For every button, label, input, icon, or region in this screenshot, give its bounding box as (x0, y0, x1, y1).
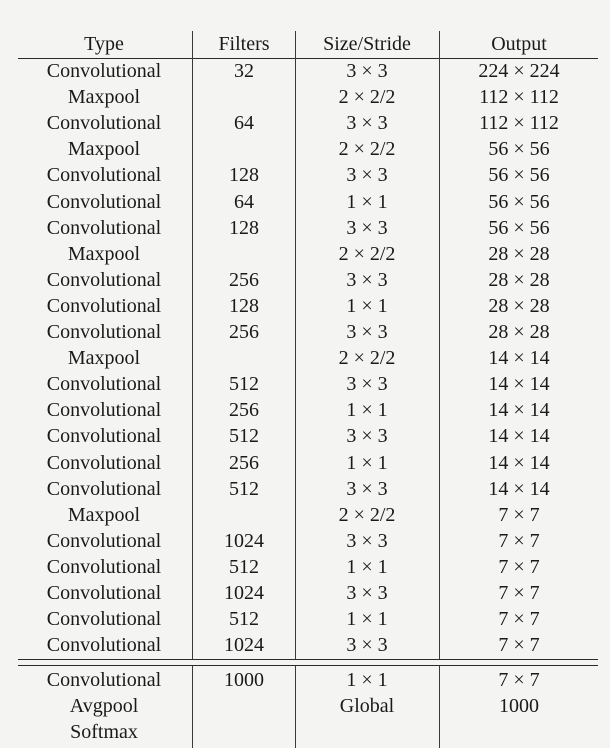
cell-type: Convolutional (46, 634, 162, 657)
cell-output: 28 × 28 (488, 268, 550, 291)
cell-type: Convolutional (46, 216, 162, 239)
cell-size-stride: 3 × 3 (346, 268, 388, 291)
cell-size-stride: 1 × 1 (346, 190, 388, 213)
table-row (0, 554, 610, 580)
cell-filters: 128 (229, 216, 259, 239)
header-filters: Filters (218, 33, 270, 55)
cell-filters: 1024 (224, 582, 264, 604)
table-row (0, 319, 610, 345)
table-row (0, 528, 610, 554)
table-row (0, 606, 610, 632)
cell-output: 14 × 14 (488, 373, 550, 396)
table-row (0, 580, 610, 606)
cell-filters: 512 (229, 555, 259, 578)
cell-output: 7 × 7 (498, 669, 540, 691)
cell-filters (193, 719, 295, 745)
cell-type: Convolutional (46, 321, 162, 343)
cell-size-stride: 3 × 3 (346, 60, 388, 82)
table-row (0, 502, 610, 528)
header-row (0, 31, 610, 57)
column-divider (295, 31, 296, 659)
cell-output: 112 × 112 (479, 86, 559, 109)
column-divider (192, 31, 193, 659)
cell-size-stride: 1 × 1 (346, 294, 388, 317)
table-row (0, 632, 610, 658)
cell-filters: 128 (229, 164, 259, 187)
cell-type: Convolutional (46, 529, 162, 552)
cell-filters (193, 136, 295, 162)
cell-size-stride: 3 × 3 (346, 529, 388, 552)
column-divider (295, 666, 296, 748)
table-row (0, 423, 610, 449)
cell-output: 56 × 56 (488, 164, 550, 187)
table-row (0, 110, 610, 136)
section-rule-top (18, 659, 598, 660)
table-row (0, 719, 610, 745)
cell-type: Convolutional (46, 294, 162, 317)
cell-type: Convolutional (46, 451, 162, 474)
cell-size-stride: 3 × 3 (346, 477, 388, 500)
cell-type: Avgpool (69, 695, 139, 717)
table-row (0, 241, 610, 267)
cell-type: Maxpool (67, 138, 141, 161)
cell-size-stride: 1 × 1 (346, 555, 388, 578)
cell-filters (193, 84, 295, 110)
cell-filters: 32 (234, 60, 254, 82)
cell-size-stride: 1 × 1 (346, 399, 388, 422)
cell-size-stride: 1 × 1 (346, 669, 388, 691)
cell-type: Convolutional (46, 60, 162, 82)
cell-type: Maxpool (67, 347, 141, 370)
cell-type: Softmax (70, 721, 138, 743)
cell-type: Convolutional (46, 268, 162, 291)
cell-type: Convolutional (46, 112, 162, 135)
cell-output: 28 × 28 (488, 242, 550, 265)
table-row (0, 58, 610, 84)
cell-type: Maxpool (67, 86, 141, 109)
table-row (0, 162, 610, 188)
table-row (0, 267, 610, 293)
cell-output: 56 × 56 (488, 216, 550, 239)
cell-filters (193, 241, 295, 267)
cell-size-stride: 3 × 3 (346, 373, 388, 396)
cell-output: 14 × 14 (488, 425, 550, 448)
cell-type: Convolutional (46, 477, 162, 500)
cell-filters: 512 (229, 425, 259, 448)
cell-output: 14 × 14 (488, 347, 550, 370)
cell-size-stride: 2 × 2/2 (338, 86, 396, 109)
cell-filters: 512 (229, 608, 259, 631)
cell-filters (193, 345, 295, 371)
table-row (0, 476, 610, 502)
cell-output: 56 × 56 (488, 138, 550, 161)
cell-filters: 1024 (224, 634, 264, 657)
cell-output: 7 × 7 (498, 582, 540, 604)
cell-size-stride: 2 × 2/2 (338, 503, 396, 526)
cell-type: Convolutional (46, 190, 162, 213)
cell-filters: 1000 (224, 669, 264, 691)
cell-size-stride: 3 × 3 (346, 321, 388, 343)
table-row (0, 693, 610, 719)
table-row (0, 136, 610, 162)
cell-type: Convolutional (46, 164, 162, 187)
cell-output: 14 × 14 (488, 477, 550, 500)
header-size-stride: Size/Stride (323, 33, 411, 55)
header-output: Output (491, 33, 547, 55)
cell-filters: 128 (229, 294, 259, 317)
cell-output: 7 × 7 (498, 634, 540, 657)
cell-filters: 256 (229, 321, 259, 343)
cell-output: 56 × 56 (488, 190, 550, 213)
cell-size-stride (296, 719, 438, 745)
cell-type: Convolutional (46, 669, 162, 691)
cell-size-stride: 3 × 3 (346, 425, 388, 448)
cell-filters: 256 (229, 399, 259, 422)
cell-filters: 64 (234, 190, 254, 213)
cell-type: Convolutional (46, 582, 162, 604)
table-row (0, 189, 610, 215)
cell-filters: 512 (229, 373, 259, 396)
cell-type: Convolutional (46, 373, 162, 396)
cell-output: 7 × 7 (498, 608, 540, 631)
table-row (0, 293, 610, 319)
cell-size-stride: 3 × 3 (346, 582, 388, 604)
cell-size-stride: 1 × 1 (346, 451, 388, 474)
cell-filters: 64 (234, 112, 254, 135)
cell-output: 224 × 224 (478, 60, 560, 82)
cell-output: 7 × 7 (498, 503, 540, 526)
table-row (0, 215, 610, 241)
cell-size-stride: Global (339, 695, 395, 717)
cell-size-stride: 1 × 1 (346, 608, 388, 631)
cell-size-stride: 3 × 3 (346, 112, 388, 135)
cell-filters: 256 (229, 268, 259, 291)
cell-filters: 1024 (224, 529, 264, 552)
column-divider (439, 666, 440, 748)
cell-output: 7 × 7 (498, 555, 540, 578)
cell-output: 14 × 14 (488, 399, 550, 422)
cell-type: Maxpool (67, 503, 141, 526)
column-divider (192, 666, 193, 748)
cell-type: Maxpool (67, 242, 141, 265)
cell-filters: 256 (229, 451, 259, 474)
cell-filters (193, 693, 295, 719)
table-row (0, 397, 610, 423)
cell-size-stride: 3 × 3 (346, 164, 388, 187)
cell-type: Convolutional (46, 608, 162, 631)
cell-output: 28 × 28 (488, 294, 550, 317)
cell-output: 28 × 28 (488, 321, 550, 343)
cell-size-stride: 3 × 3 (346, 634, 388, 657)
cell-output: 1000 (499, 695, 539, 717)
cell-type: Convolutional (46, 399, 162, 422)
cell-size-stride: 2 × 2/2 (338, 242, 396, 265)
table-row (0, 345, 610, 371)
column-divider (439, 31, 440, 659)
cell-size-stride: 2 × 2/2 (338, 347, 396, 370)
table-row (0, 84, 610, 110)
cell-type: Convolutional (46, 425, 162, 448)
table-row (0, 450, 610, 476)
cell-size-stride: 2 × 2/2 (338, 138, 396, 161)
section-rule-bottom (18, 665, 598, 666)
table-row (0, 371, 610, 397)
cell-type: Convolutional (46, 555, 162, 578)
cell-output (440, 719, 598, 745)
cell-filters: 512 (229, 477, 259, 500)
header-type: Type (84, 33, 124, 55)
cell-output: 112 × 112 (479, 112, 559, 135)
cell-output: 7 × 7 (498, 529, 540, 552)
cell-size-stride: 3 × 3 (346, 216, 388, 239)
cell-output: 14 × 14 (488, 451, 550, 474)
table-row (0, 667, 610, 693)
cell-filters (193, 502, 295, 528)
